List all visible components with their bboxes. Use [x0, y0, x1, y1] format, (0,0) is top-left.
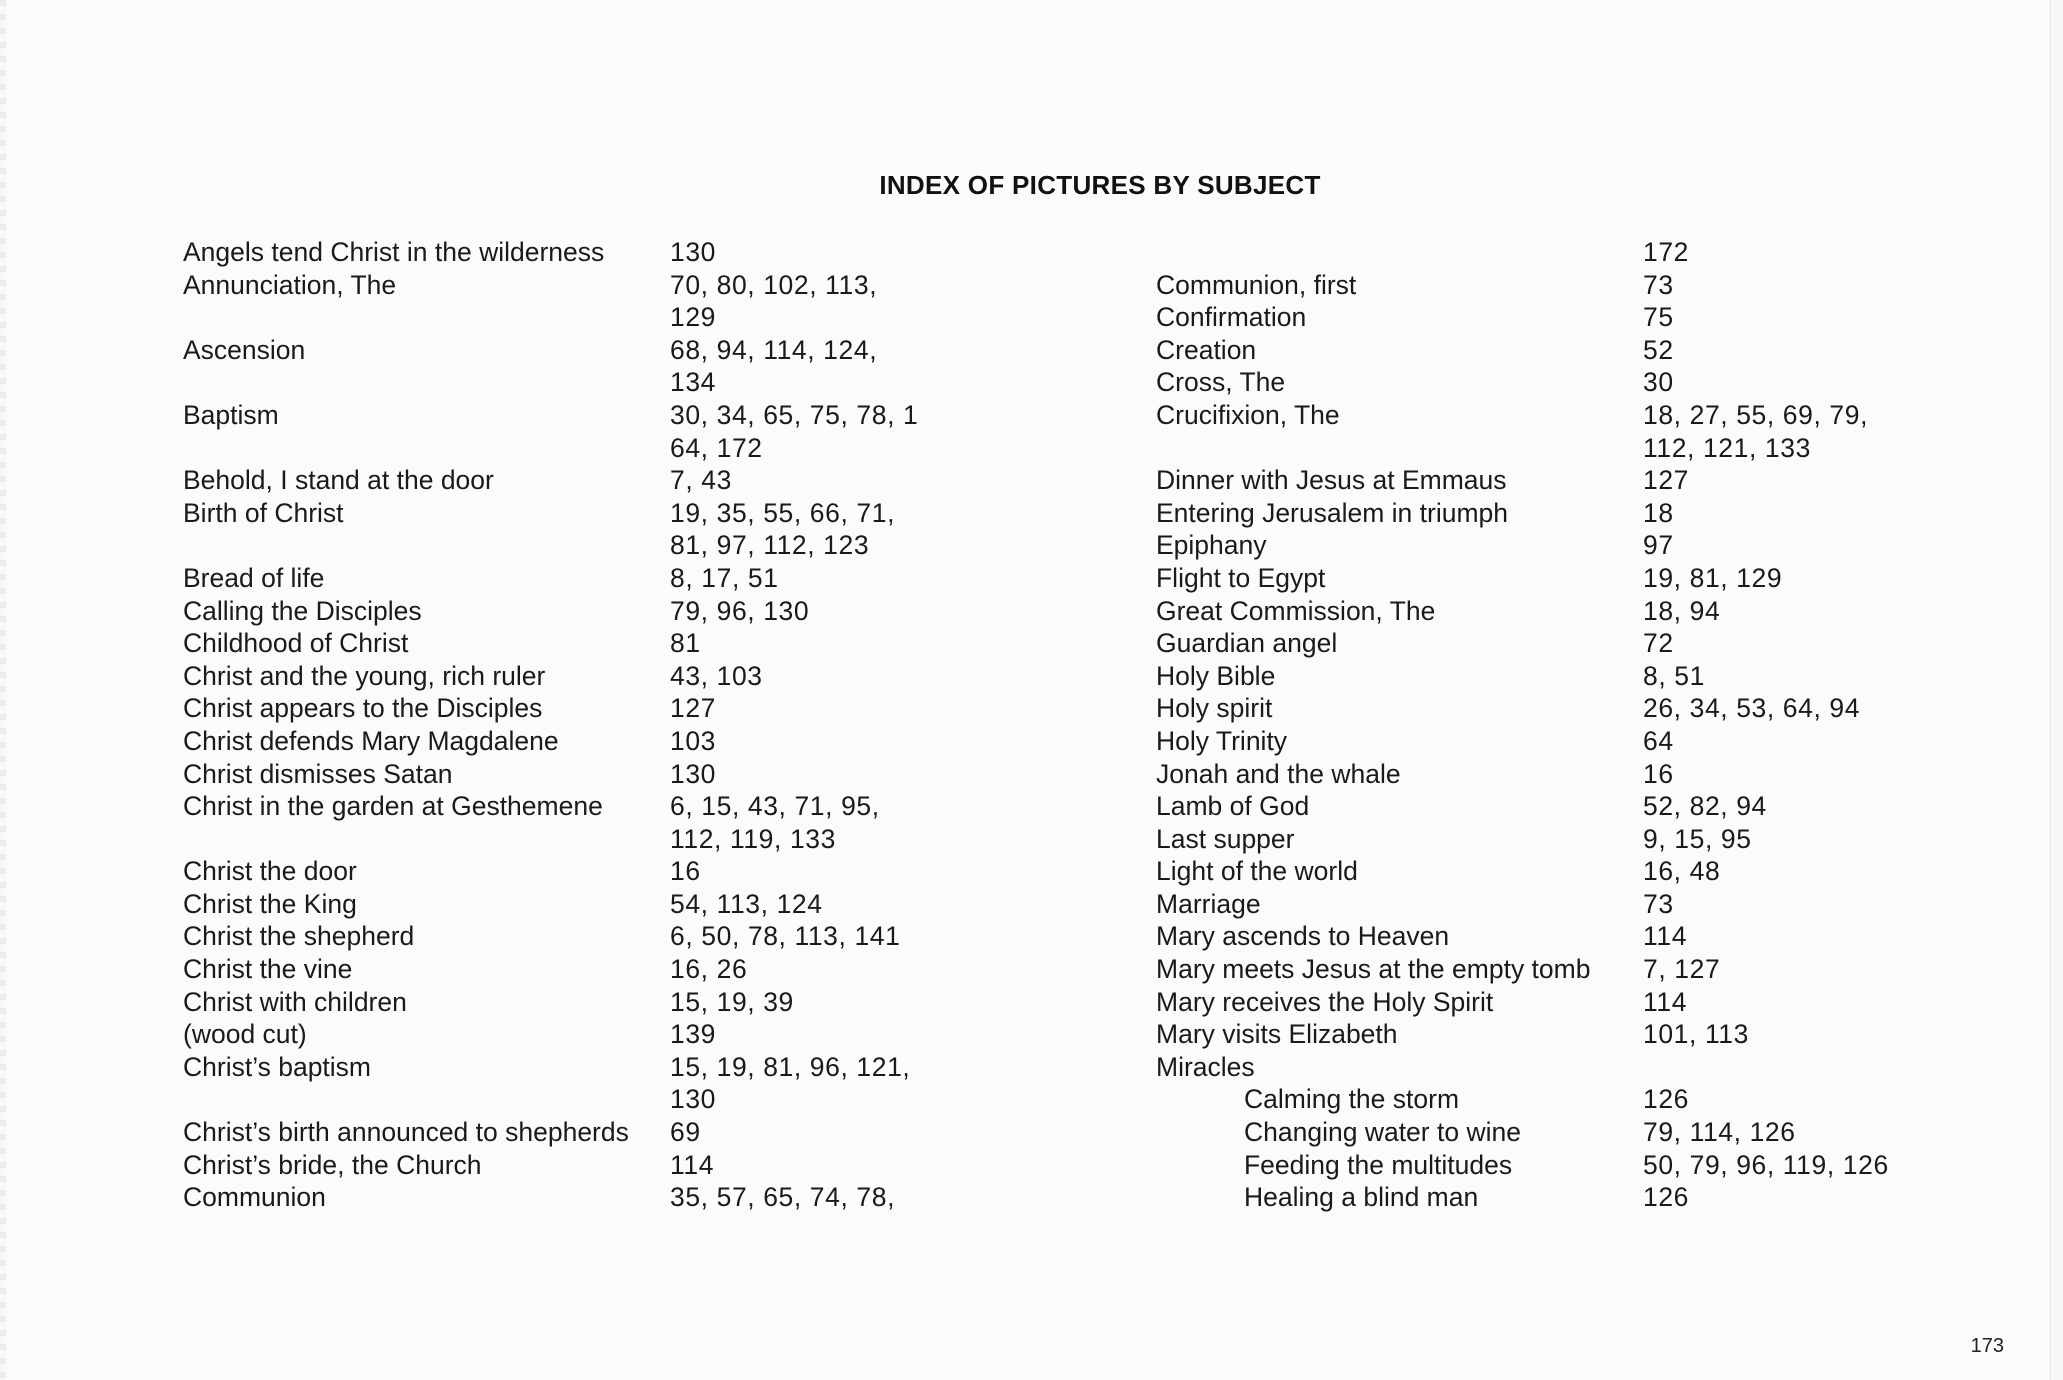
index-entry: [1156, 1051, 1976, 1084]
index-entry-pages: 114: [1643, 986, 1688, 1017]
index-entry: [183, 1149, 943, 1182]
index-entry-subject: Ascension: [183, 334, 306, 365]
index-entry-subject: Christ the King: [183, 888, 357, 919]
index-entry: [183, 432, 943, 465]
index-entry-pages: 127: [1643, 465, 1690, 496]
index-entry-subject: Holy Bible: [1156, 660, 1276, 691]
index-entry: [1156, 399, 1976, 432]
index-entry: [1156, 855, 1976, 888]
index-entry: [183, 855, 943, 888]
index-entry-subject: Baptism: [183, 399, 279, 430]
index-entry-pages: 126: [1643, 1182, 1690, 1213]
index-entry: [183, 627, 943, 660]
index-entry: [183, 269, 943, 302]
index-entry-pages: 18, 94: [1643, 595, 1721, 626]
index-entry-pages: 129: [670, 302, 717, 333]
index-entry-pages: 75: [1643, 302, 1674, 333]
index-entry-pages: 16, 26: [670, 954, 748, 985]
index-entry-subject: Communion, first: [1156, 269, 1357, 300]
index-entry-subject: Calming the storm: [1244, 1084, 1460, 1115]
index-entry-subject: Angels tend Christ in the wilderness: [183, 237, 605, 267]
index-entry-subject: Christ’s baptism: [183, 1051, 372, 1082]
index-entry: [1156, 758, 1976, 791]
index-entry-subject: Miracles: [1156, 1051, 1255, 1082]
index-entry-pages: 54, 113, 124: [670, 888, 823, 919]
index-entry-pages: 69: [670, 1117, 701, 1148]
index-entry-pages: 134: [670, 367, 717, 398]
index-entry: [1156, 1083, 1976, 1116]
index-entry: [1156, 301, 1976, 334]
index-entry: [183, 529, 943, 562]
index-entry: [183, 888, 943, 921]
index-entry-subject: Crucifixion, The: [1156, 399, 1340, 430]
index-entry-pages: 52: [1643, 334, 1674, 365]
index-entry-subject: Christ with children: [183, 986, 407, 1017]
index-entry-pages: 97: [1643, 530, 1674, 561]
index-entry-subject: Epiphany: [1156, 530, 1267, 561]
index-entry: [183, 725, 943, 758]
index-entry-pages: 18, 27, 55, 69, 79,: [1643, 399, 1869, 430]
index-entry-pages: 127: [670, 693, 717, 724]
index-entry: [183, 1116, 943, 1149]
index-entry-pages: 172: [1643, 237, 1690, 267]
index-entry-subject: Christ appears to the Disciples: [183, 693, 543, 724]
index-entry-pages: 73: [1643, 269, 1674, 300]
index-entry: [1156, 660, 1976, 693]
index-entry: [1156, 334, 1976, 367]
index-entry-subject: Mary receives the Holy Spirit: [1156, 986, 1494, 1017]
index-entry-subject: Flight to Egypt: [1156, 562, 1326, 593]
index-entry-pages: 139: [670, 1019, 717, 1050]
index-entry-pages: 101, 113: [1643, 1019, 1749, 1050]
index-entry-subject: Marriage: [1156, 888, 1261, 919]
index-entry-subject: Jonah and the whale: [1156, 758, 1401, 789]
index-entry-subject: Bread of life: [183, 562, 325, 593]
index-entry-subject: Birth of Christ: [183, 497, 344, 528]
index-entry: [1156, 790, 1976, 823]
index-entry-pages: 130: [670, 1084, 717, 1115]
index-entry-pages: 50, 79, 96, 119, 126: [1643, 1149, 1889, 1180]
index-entry-pages: 126: [1643, 1084, 1690, 1115]
index-entry-subject: Confirmation: [1156, 302, 1307, 333]
index-entry: [1156, 1149, 1976, 1182]
index-entry-pages: 7, 127: [1643, 954, 1721, 985]
index-entry: [183, 562, 943, 595]
index-entry-subject: Christ’s birth announced to shepherds: [183, 1117, 629, 1148]
index-entry: [183, 660, 943, 693]
index-entry: [1156, 920, 1976, 953]
index-entry-subject: Christ the door: [183, 856, 357, 887]
index-entry: [183, 1181, 943, 1214]
index-entry: [183, 758, 943, 791]
index-entry: [183, 920, 943, 953]
index-entry: [1156, 366, 1976, 399]
index-entry-subject: Dinner with Jesus at Emmaus: [1156, 465, 1507, 496]
index-entry-subject: Communion: [183, 1182, 326, 1213]
index-entry-subject: Holy Trinity: [1156, 725, 1288, 756]
index-entry-pages: 112, 121, 133: [1643, 432, 1811, 463]
index-entry: [183, 301, 943, 334]
index-entry-pages: 19, 81, 129: [1643, 562, 1783, 593]
index-entry-pages: 16: [670, 856, 701, 887]
index-entry-pages: 8, 17, 51: [670, 562, 779, 593]
index-entry-pages: 79, 96, 130: [670, 595, 810, 626]
index-entry-pages: 112, 119, 133: [670, 823, 836, 854]
index-entry: [1156, 692, 1976, 725]
index-entry-subject: Feeding the multitudes: [1244, 1149, 1513, 1180]
index-entry: [1156, 725, 1976, 758]
index-entry: [1156, 888, 1976, 921]
index-entry: [1156, 269, 1976, 302]
index-entry: [183, 399, 943, 432]
index-entry-pages: 6, 15, 43, 71, 95,: [670, 791, 880, 822]
index-entry: [1156, 497, 1976, 530]
index-entry: [1156, 236, 1976, 269]
index-entry: [183, 497, 943, 530]
index-entry: [183, 595, 943, 628]
index-entry-pages: 18: [1643, 497, 1674, 528]
index-entry: [1156, 432, 1976, 465]
index-entry: [183, 464, 943, 497]
index-entry-pages: 15, 19, 39: [670, 986, 794, 1017]
index-entry-pages: 68, 94, 114, 124,: [670, 334, 878, 365]
index-entry-subject: Christ in the garden at Gesthemene: [183, 791, 603, 822]
index-entry-pages: 64: [1643, 725, 1674, 756]
index-entry-pages: 114: [670, 1149, 715, 1180]
index-entry-pages: 7, 43: [670, 465, 732, 496]
index-entry: [1156, 562, 1976, 595]
index-entry-pages: 81, 97, 112, 123: [670, 530, 870, 561]
index-entry-pages: 73: [1643, 888, 1674, 919]
index-entry-pages: 130: [670, 237, 717, 267]
index-entry-pages: 30: [1643, 367, 1674, 398]
index-entry-subject: Guardian angel: [1156, 628, 1338, 659]
index-entry-pages: 70, 80, 102, 113,: [670, 269, 878, 300]
index-entry: [1156, 627, 1976, 660]
index-entry-pages: 16, 48: [1643, 856, 1721, 887]
index-entry: [183, 236, 943, 269]
index-entry-subject: Childhood of Christ: [183, 628, 409, 659]
index-entry: [1156, 953, 1976, 986]
index-entry-subject: Light of the world: [1156, 856, 1358, 887]
index-entry: [1156, 1018, 1976, 1051]
index-entry-pages: 16: [1643, 758, 1674, 789]
index-entry: [1156, 1181, 1976, 1214]
index-entry: [1156, 986, 1976, 1019]
index-column-left: [183, 236, 943, 1214]
index-entry-subject: Christ and the young, rich ruler: [183, 660, 546, 691]
index-entry: [1156, 464, 1976, 497]
index-entry: [1156, 595, 1976, 628]
spiral-binding-edge: [0, 0, 6, 1380]
index-entry-pages: 43, 103: [670, 660, 763, 691]
index-entry-pages: 72: [1643, 628, 1674, 659]
index-entry: [183, 823, 943, 856]
index-column-right: [1156, 236, 1976, 1214]
index-entry: [183, 334, 943, 367]
index-entry-subject: Creation: [1156, 334, 1257, 365]
index-entry-subject: Behold, I stand at the door: [183, 465, 494, 496]
index-entry-subject: Cross, The: [1156, 367, 1286, 398]
index-entry: [183, 953, 943, 986]
index-entry: [183, 1083, 943, 1116]
index-entry-subject: (wood cut): [183, 1019, 307, 1050]
index-entry: [183, 1051, 943, 1084]
index-entry-pages: 9, 15, 95: [1643, 823, 1752, 854]
index-entry-pages: 8, 51: [1643, 660, 1705, 691]
index-entry: [183, 1018, 943, 1051]
index-entry-pages: 103: [670, 725, 717, 756]
index-entry-subject: Last supper: [1156, 823, 1295, 854]
index-entry-subject: Christ defends Mary Magdalene: [183, 725, 559, 756]
index-entry-pages: 6, 50, 78, 113, 141: [670, 921, 901, 952]
index-entry-pages: 19, 35, 55, 66, 71,: [670, 497, 896, 528]
index-entry: [183, 366, 943, 399]
index-entry-subject: Mary visits Elizabeth: [1156, 1019, 1398, 1050]
index-entry-subject: Mary meets Jesus at the empty tomb: [1156, 954, 1591, 985]
index-entry-subject: Healing a blind man: [1244, 1182, 1479, 1213]
index-entry-subject: Great Commission, The: [1156, 595, 1436, 626]
page-number: 173: [1970, 1335, 2004, 1357]
index-entry-pages: 35, 57, 65, 74, 78,: [670, 1182, 896, 1213]
index-entry: [183, 692, 943, 725]
index-entry-subject: Changing water to wine: [1244, 1117, 1521, 1148]
index-entry: [1156, 1116, 1976, 1149]
index-entry-pages: 81: [670, 628, 701, 659]
index-entry-pages: 79, 114, 126: [1643, 1117, 1796, 1148]
index-entry: [183, 790, 943, 823]
page-title: INDEX OF PICTURES BY SUBJECT: [879, 170, 1321, 200]
index-entry-pages: 114: [1643, 921, 1688, 952]
index-entry: [183, 986, 943, 1019]
index-entry-pages: 15, 19, 81, 96, 121,: [670, 1051, 911, 1082]
index-entry: [1156, 823, 1976, 856]
index-entry-pages: 52, 82, 94: [1643, 791, 1767, 822]
index-entry-pages: 30, 34, 65, 75, 78, 1: [670, 399, 919, 430]
index-entry: [1156, 529, 1976, 562]
index-entry-subject: Entering Jerusalem in triumph: [1156, 497, 1509, 528]
index-entry-subject: Christ the vine: [183, 954, 353, 985]
index-entry-pages: 64, 172: [670, 432, 763, 463]
index-entry-subject: Christ the shepherd: [183, 921, 415, 952]
index-entry-subject: Calling the Disciples: [183, 595, 422, 626]
index-entry-subject: Mary ascends to Heaven: [1156, 921, 1450, 952]
index-entry-pages: 130: [670, 758, 717, 789]
index-entry-subject: Christ’s bride, the Church: [183, 1149, 482, 1180]
index-entry-pages: 26, 34, 53, 64, 94: [1643, 693, 1861, 724]
index-entry-subject: Christ dismisses Satan: [183, 758, 453, 789]
index-entry-subject: Annunciation, The: [183, 269, 397, 300]
index-entry-subject: Lamb of God: [1156, 791, 1310, 822]
index-entry-subject: Holy spirit: [1156, 693, 1273, 724]
